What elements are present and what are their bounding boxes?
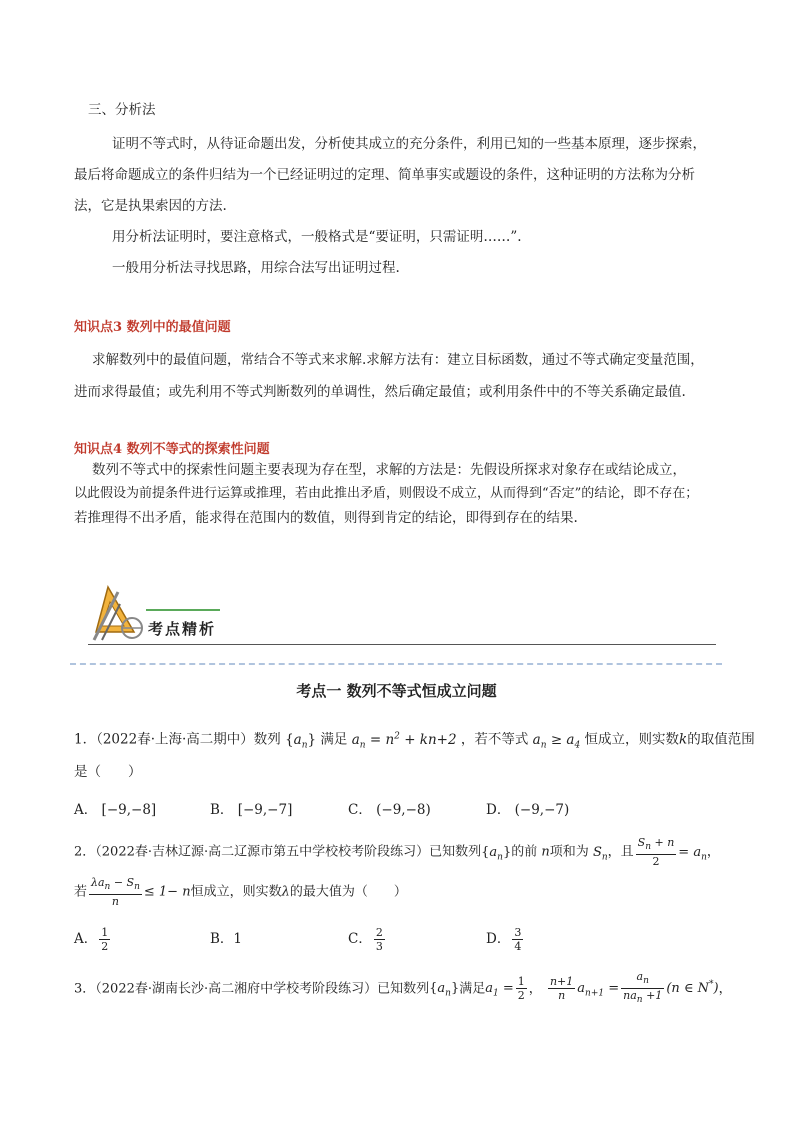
math-variable: k [679, 731, 688, 748]
math-fraction: $\frac{a_n}{na_n +1}$ [623, 970, 663, 1006]
math-fraction: $\frac{1}{2}$ [517, 975, 525, 1003]
question-2-line2 [74, 876, 407, 910]
math-formula: $a_{n+1}$ = [577, 981, 620, 999]
math-fraction: $\frac{n+1}{n}$ [549, 975, 574, 1003]
math-condition: (n ∈ N*) [666, 980, 719, 997]
question-text: 的取值范围 [687, 731, 755, 748]
option-a[interactable]: A． $\frac{1}{2}$ [74, 926, 109, 953]
question-text: 若 [74, 884, 88, 900]
question-source: 3．（2022春·湖南长沙·高二湘府中学校考阶段练习）已知数列 [74, 981, 430, 997]
paragraph-line: 以此假设为前提条件进行运算或推理，若由此推出矛盾，则假设不成立，从而得到“否定”的结论，即不存在； [74, 486, 699, 501]
question-text: 的最大值为（ ） [289, 884, 407, 900]
knowledge-point-title: 知识点3 数列中的最值问题 [74, 320, 231, 335]
topic-title: 考点一 数列不等式恒成立问题 [296, 682, 497, 700]
dashed-divider [70, 663, 722, 665]
question-text: 恒成立，则实数 [190, 884, 282, 900]
question-text: 的前 [511, 844, 538, 860]
math-sequence: $\{a_n\}$ [285, 731, 317, 751]
knowledge-point-title: 知识点4 数列不等式的探索性问题 [74, 442, 270, 457]
question-source: 1．（2022春·上海·高二期中）数列 [74, 731, 281, 748]
paragraph-line: 证明不等式时，从待证命题出发，分析使其成立的充分条件，利用已知的一些基本原理，逐步探索， [112, 136, 706, 152]
question-text: 恒成立，则实数 [584, 731, 680, 748]
paragraph-line: 用分析法证明时，要注意格式，一般格式是“要证明，只需证明……”. [112, 229, 522, 245]
banner-underline [88, 644, 716, 645]
paragraph-line: 数列不等式中的探索性问题主要表现为存在型，求解的方法是：先假设所探求对象存在或结论成立， [92, 462, 686, 478]
math-fraction: $\frac{\lambda a_n - S_n}{n}$ [91, 876, 140, 909]
question-text: ，若不等式 [460, 731, 529, 748]
question-text: 满足 [459, 981, 486, 997]
paragraph-line: 法，它是执果索因的方法. [74, 198, 227, 214]
question-1 [74, 726, 755, 755]
section-heading: 三、分析法 [88, 102, 156, 118]
math-variable: $S_n$ [592, 844, 608, 863]
math-variable: λ [281, 884, 290, 900]
paragraph-line: 进而求得最值；或先利用不等式判断数列的单调性，然后确定最值；或利用条件中的不等关系确定最值. [74, 384, 686, 400]
banner-accent-line [146, 609, 220, 611]
math-sequence: $\{a_n\}$ [429, 981, 460, 999]
tools-illustration-icon [88, 582, 150, 644]
math-formula: $a_n = n^2 + kn+2$ [351, 731, 457, 751]
option-d[interactable]: D． (−9,−7) [486, 802, 570, 818]
option-c[interactable]: C． $\frac{2}{3}$ [348, 926, 383, 953]
question-text: ，且 [607, 844, 634, 860]
math-fraction: $\frac{S_n + n}{2}$ [637, 836, 675, 869]
question-text: 满足 [320, 731, 348, 748]
question-text: ， [528, 981, 542, 997]
option-a[interactable]: A． [−9,−8] [74, 802, 157, 818]
paragraph-line: 若推理得不出矛盾，能求得在范围内的数值，则得到肯定的结论，即得到存在的结果. [74, 510, 578, 526]
question-text: 项和为 [549, 844, 589, 860]
option-b[interactable]: B．1 [210, 931, 243, 947]
banner-label: 考点精析 [148, 620, 217, 638]
paragraph-line: 求解数列中的最值问题，常结合不等式来求解.求解方法有：建立目标函数，通过不等式确定变量范围， [92, 352, 704, 368]
question-source: 2．（2022春·吉林辽源·高二辽源市第五中学校校考阶段练习）已知数列 [74, 844, 482, 860]
option-c[interactable]: C． (−9,−8) [348, 802, 431, 818]
math-inequality: $a_n \ge a_4$ [532, 731, 581, 751]
paragraph-line: 一般用分析法寻找思路，用综合法写出证明过程. [112, 260, 400, 276]
paragraph-line: 最后将命题成立的条件归结为一个已经证明过的定理、简单事实或题设的条件，这种证明的方法称为分析 [74, 167, 695, 183]
math-formula: $a_1$ = [485, 981, 514, 999]
question-2: 2．（2022春·吉林辽源·高二辽源市第五中学校校考阶段练习）已知数列$\{a_n\}$的前 n项和为 $S_n$，且 $\frac{S_n + n}{2}$ = $a_n$， [74, 836, 720, 869]
math-inequality: ≤ 1− n [143, 884, 191, 900]
math-sequence: $\{a_n\}$ [481, 844, 512, 863]
question-text: 是（ ） [74, 764, 142, 780]
math-formula: = $a_n$ [678, 844, 707, 863]
option-d[interactable]: D． $\frac{3}{4}$ [486, 926, 522, 953]
math-variable: n [541, 844, 550, 860]
question-3: 3．（2022春·湖南长沙·高二湘府中学校考阶段练习）已知数列$\{a_n\}$满足$a_1$ = $\frac{1}{2}$ ， $\frac{n+1}{n}$ $a_{n+1}$ = $\frac{a_n}{na_n +1}$ (n ∈ N*)， [74, 970, 732, 1006]
option-b[interactable]: B． [−9,−7] [210, 802, 293, 818]
